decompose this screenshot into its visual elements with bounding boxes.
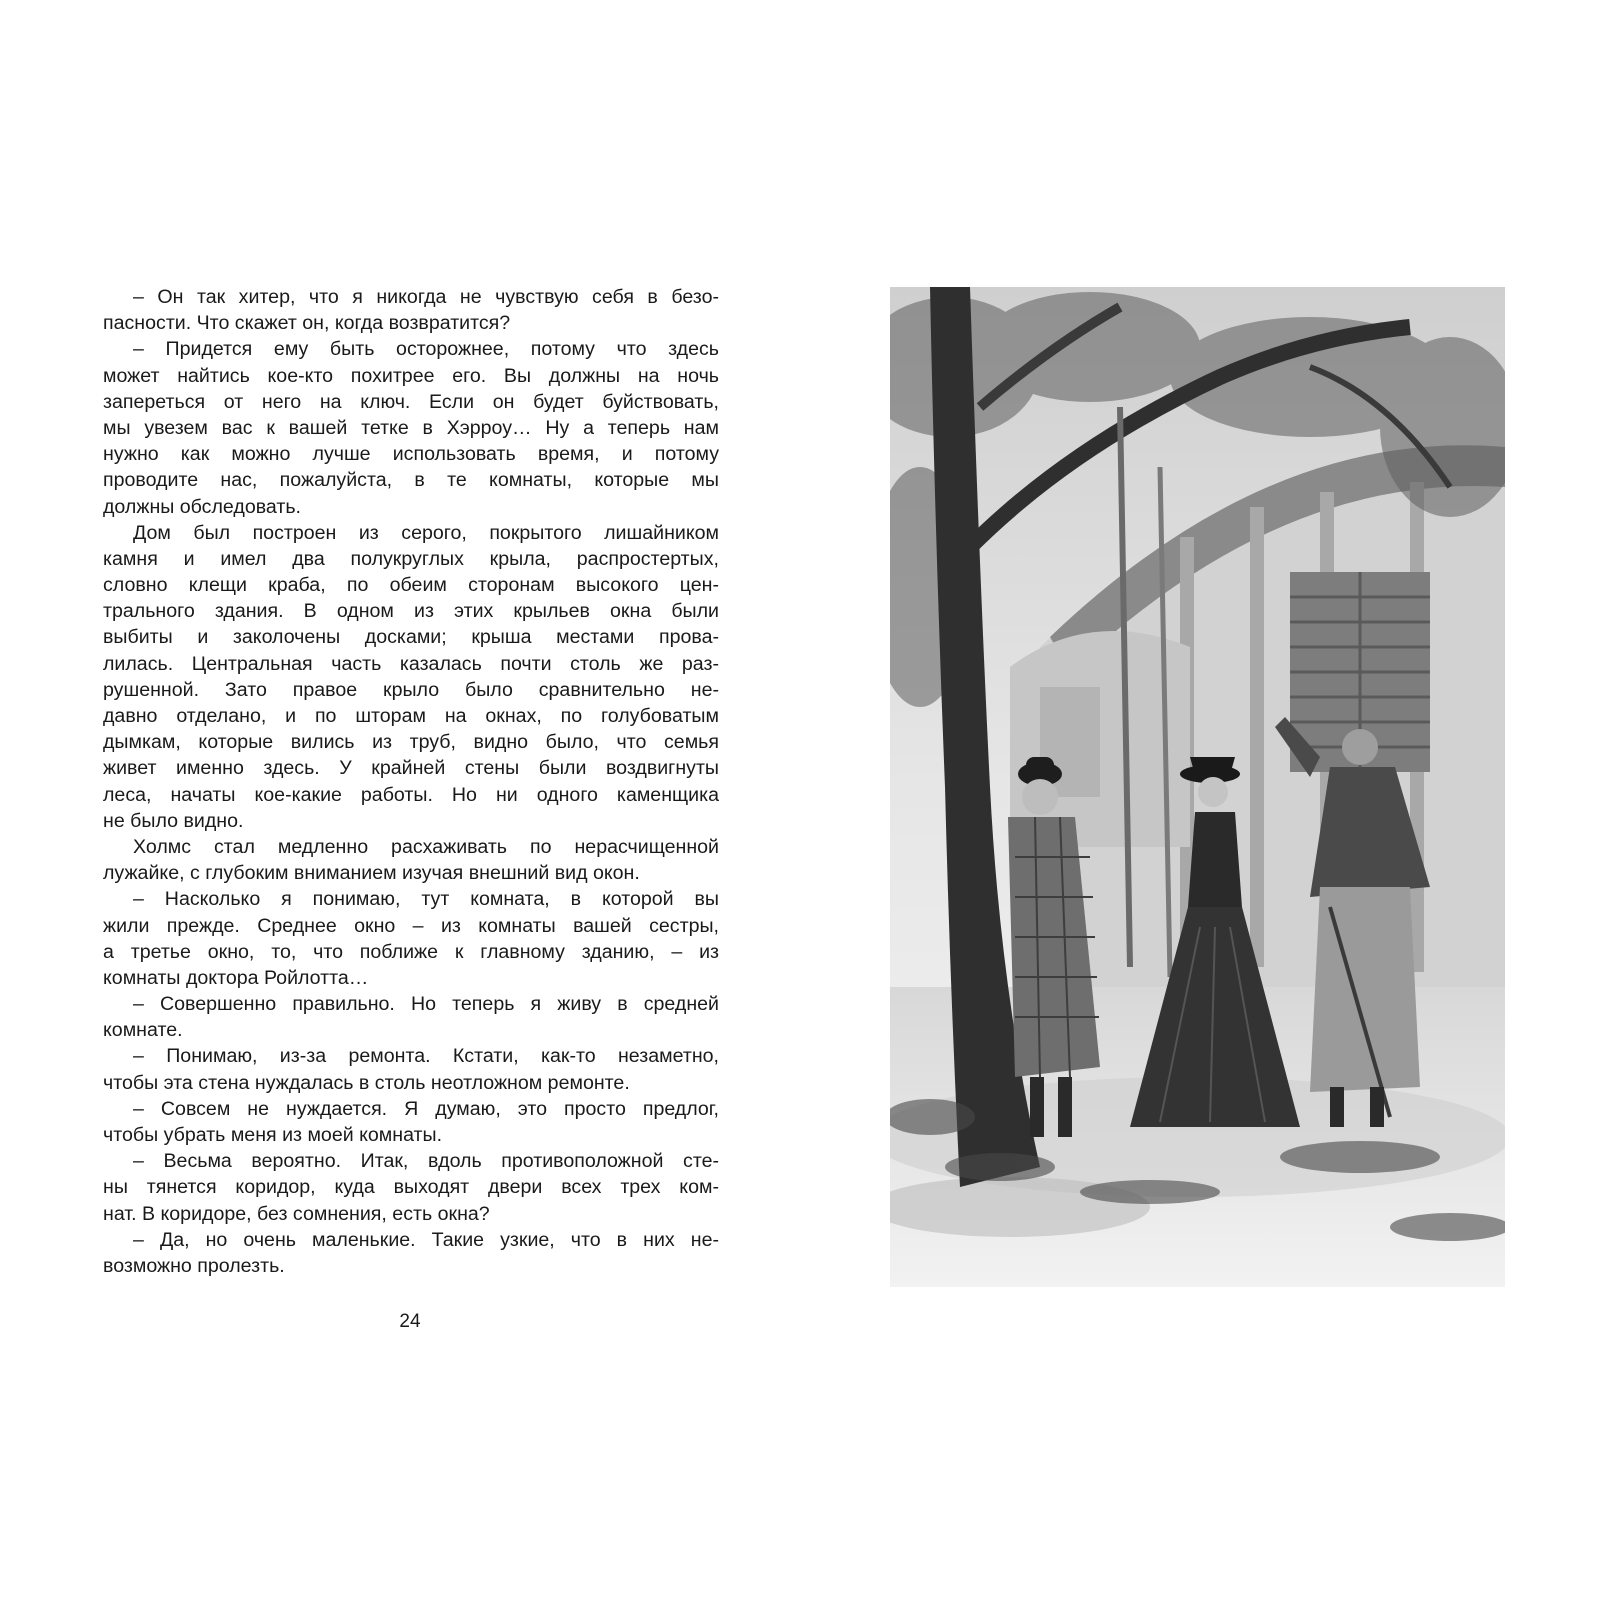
text-line: – Он так хитер, что я никогда не чувствую себя в безо-	[133, 286, 719, 308]
text-line: – Совершенно правильно. Но теперь я живу в средней	[133, 993, 719, 1016]
text-line: должны обследовать.	[103, 495, 301, 518]
text-line: чтобы убрать меня из моей комнаты.	[103, 1124, 443, 1146]
text-line: – Совсем не нуждается. Я думаю, это просто предлог,	[133, 1097, 719, 1120]
text-line: нат. В коридоре, без сомнения, есть окна?	[103, 1202, 490, 1225]
page-number: 24	[399, 1311, 421, 1332]
text-line: – Придется ему быть осторожнее, потому что здесь	[133, 338, 719, 361]
text-line: жили прежде. Среднее окно – из комнаты вашей сестры,	[103, 914, 719, 937]
text-line: выбиты и заколочены досками; крыша местами прова-	[103, 626, 719, 649]
text-line: Дом был построен из серого, покрытого лишайником	[133, 521, 719, 544]
text-line: а третье окно, то, что поближе к главному зданию, – из	[103, 940, 719, 963]
text-line: – Весьма вероятно. Итак, вдоль противоположной сте-	[133, 1150, 719, 1173]
text-line: – Насколько я понимаю, тут комната, в которой вы	[133, 888, 719, 911]
text-line: рушенной. Зато правое крыло было сравнительно не-	[103, 678, 719, 701]
text-line: комнаты доктора Ройлотта…	[103, 966, 369, 989]
illustration-drawing	[890, 287, 1505, 1287]
text-line: чтобы эта стена нуждалась в столь неотложном ремонте.	[103, 1071, 630, 1094]
text-line: ны тянется коридор, куда выходят двери всех трех ком-	[103, 1176, 719, 1199]
text-line: камня и имел два полукруглых крыла, распростертых,	[103, 547, 719, 570]
text-line: трального здания. В одном из этих крыльев окна были	[103, 600, 719, 623]
text-line: давно отделано, и по шторам на окнах, по голубоватым	[103, 705, 719, 727]
text-line: может найтись кое-кто похитрее его. Вы должны на ночь	[103, 364, 719, 387]
text-line: не было видно.	[103, 809, 244, 832]
illustration	[890, 287, 1505, 1287]
text-line: – Да, но очень маленькие. Такие узкие, что в них не-	[133, 1228, 719, 1251]
text-line: комнате.	[103, 1019, 183, 1042]
text-line: возможно пролезть.	[103, 1254, 285, 1277]
text-line: леса, начаты кое-какие работы. Но ни одного каменщика	[103, 783, 719, 806]
text-line: пасности. Что скажет он, когда возвратится?	[103, 312, 511, 335]
text-line: запереться от него на ключ. Если он будет буйствовать,	[103, 390, 719, 413]
body-text	[103, 284, 719, 1279]
text-line: Холмс стал медленно расхаживать по нерасчищенной	[133, 835, 719, 858]
text-line: мы увезем вас к вашей тетке в Хэрроу… Ну а теперь нам	[103, 416, 719, 439]
text-line: – Понимаю, из-за ремонта. Кстати, как-то незаметно,	[133, 1045, 719, 1068]
text-line: лужайке, с глубоким вниманием изучая внешний вид окон.	[103, 862, 640, 885]
text-line: живет именно здесь. У крайней стены были воздвигнуты	[103, 757, 719, 780]
text-line: словно клещи краба, по обеим сторонам высокого цен-	[103, 574, 719, 597]
text-line: дымкам, которые вились из труб, видно было, что семья	[103, 731, 719, 754]
text-line: проводите нас, пожалуйста, в те комнаты, которые мы	[103, 469, 719, 492]
text-line: нужно как можно лучше использовать время, и потому	[103, 443, 719, 466]
text-line: лилась. Центральная часть казалась почти столь же раз-	[103, 652, 719, 675]
